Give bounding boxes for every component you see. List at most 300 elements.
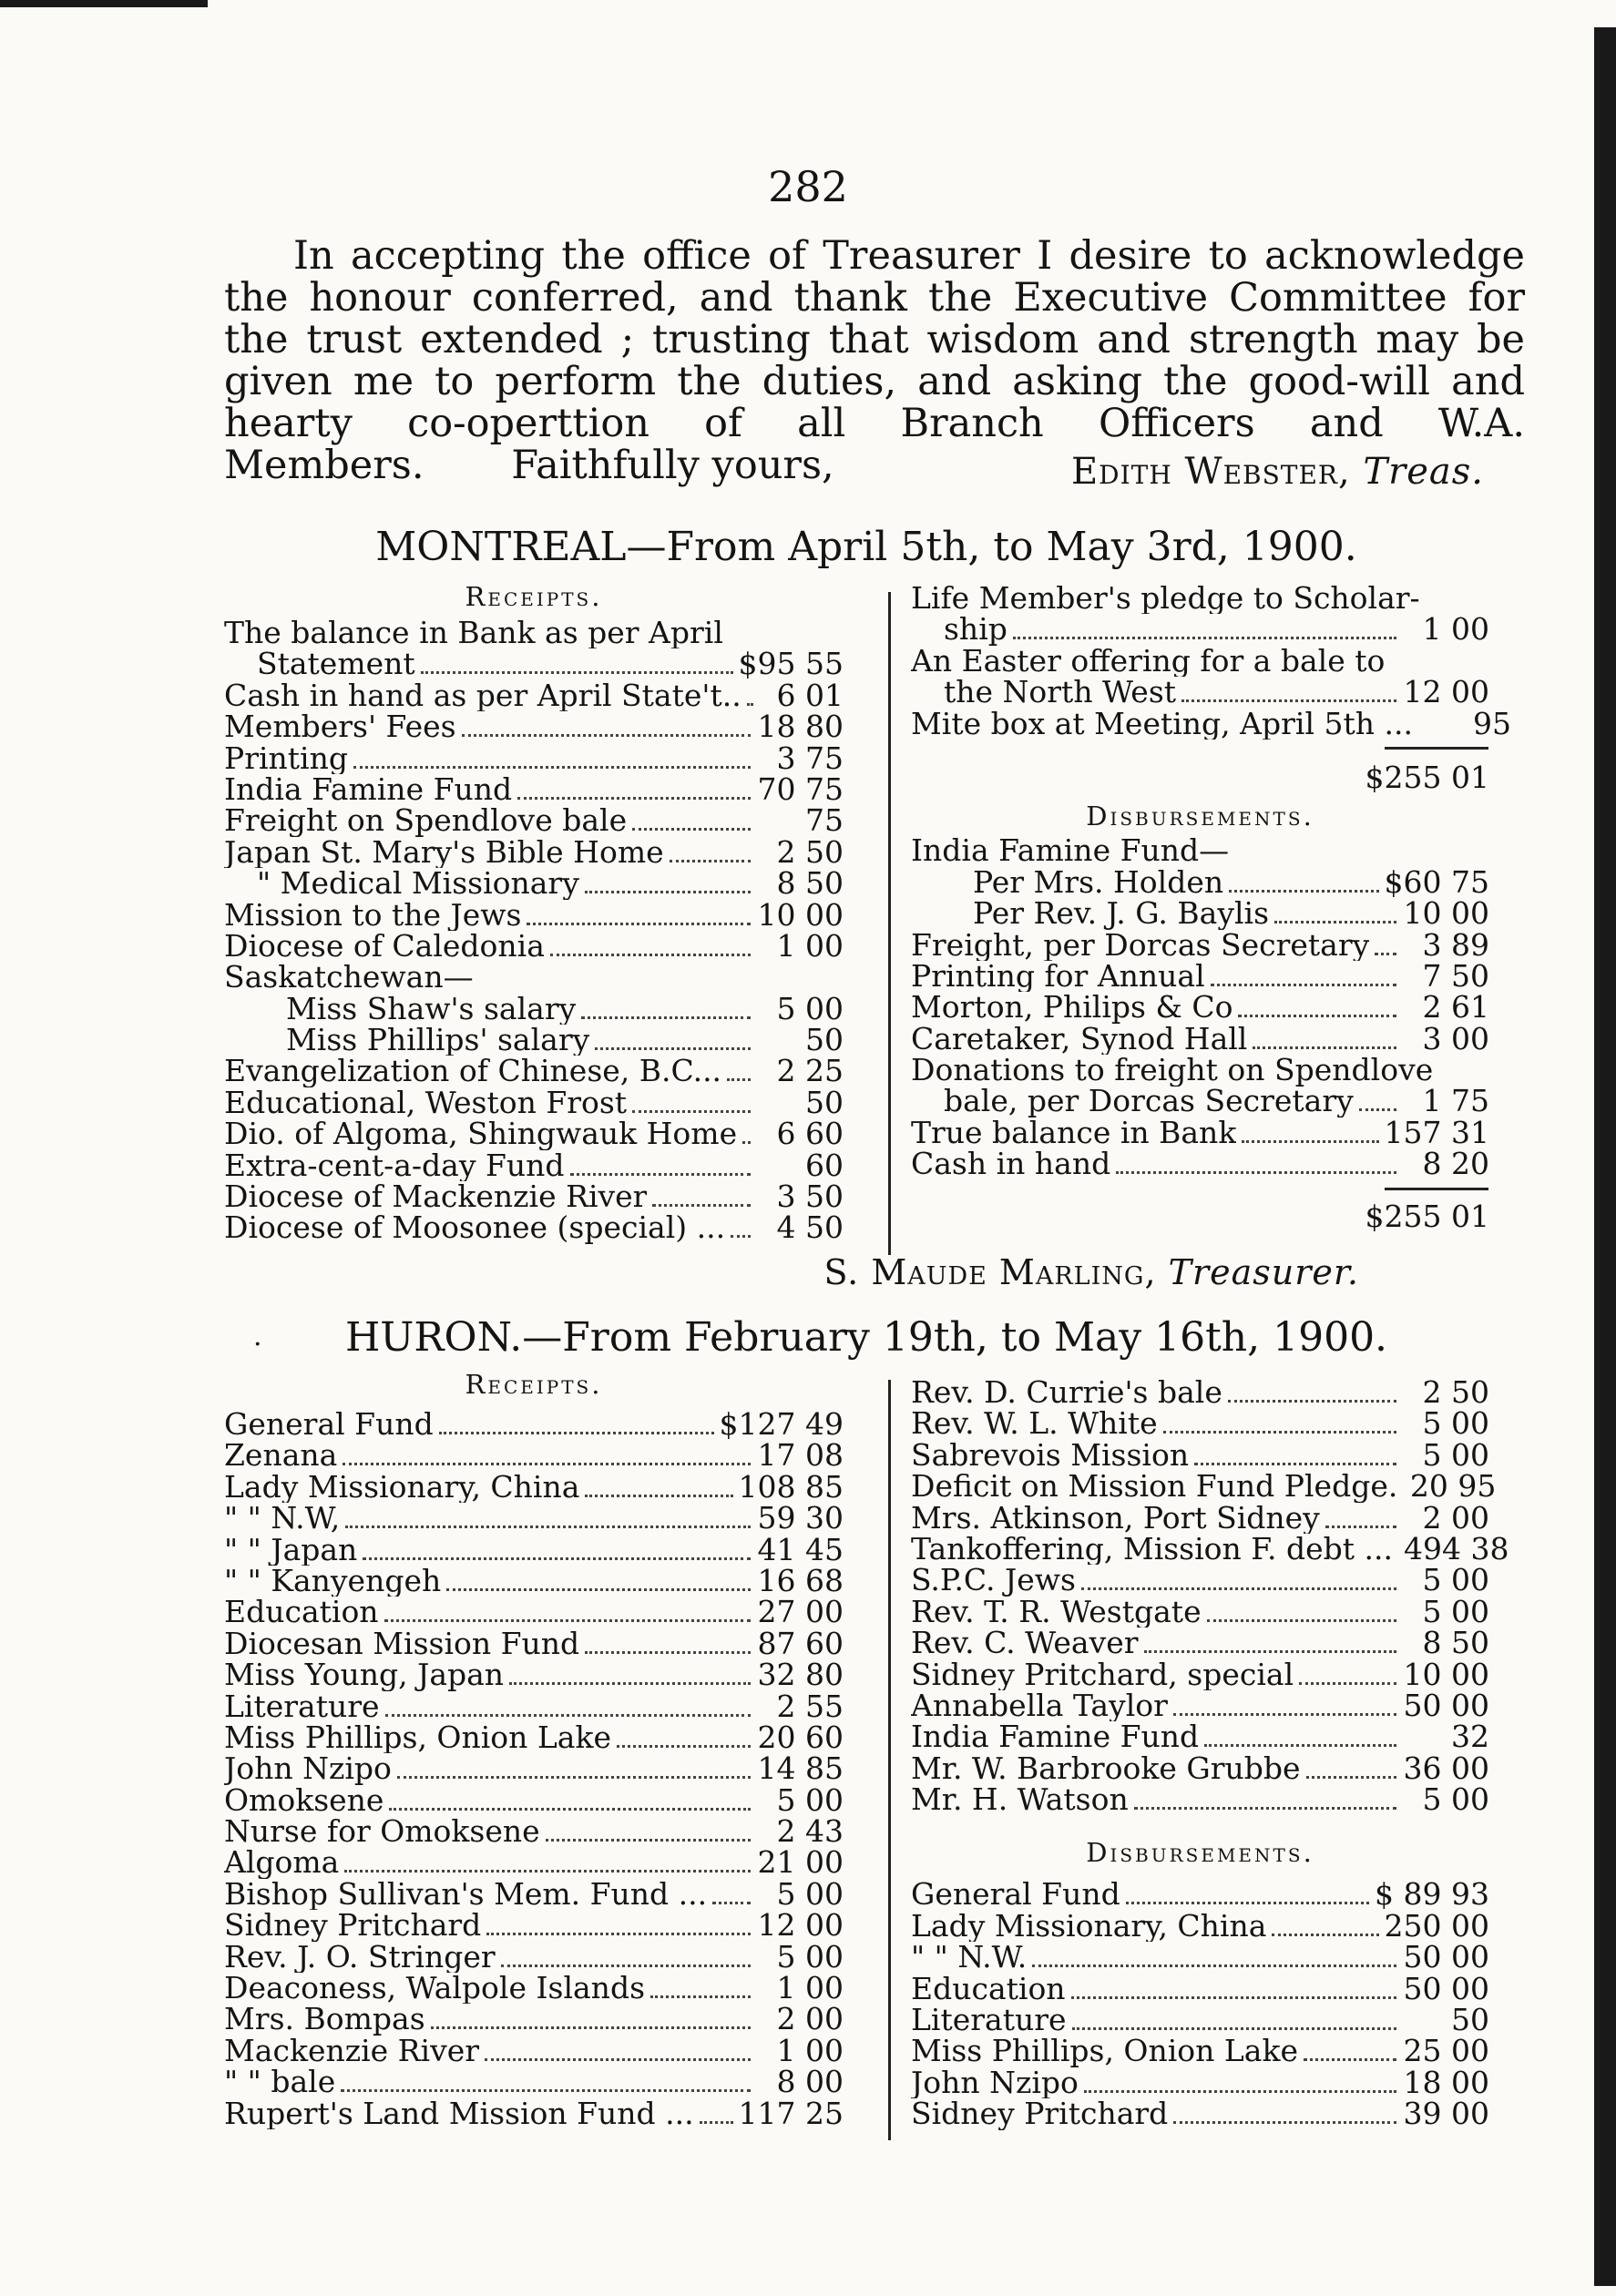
- ledger-amount: 21 00: [757, 1844, 844, 1881]
- ledger-row: [224, 740, 844, 776]
- ledger-label: Sabrevois Mission: [911, 1439, 1190, 1472]
- dot-leader: [1173, 1713, 1396, 1716]
- ledger-label: Algoma: [224, 1847, 340, 1879]
- ledger-row: [224, 1562, 844, 1598]
- dot-leader: [385, 1714, 751, 1717]
- huron-right-column: [911, 1374, 1509, 2132]
- ledger-amount: 1 75: [1422, 1083, 1489, 1119]
- ledger-label: " " Kanyengeh: [224, 1565, 442, 1597]
- signature-name: Edith Webster,: [1070, 451, 1351, 493]
- ledger-label: Diocesan Mission Fund: [224, 1628, 580, 1660]
- ledger-label: Mackenzie River: [224, 2035, 480, 2067]
- ledger-amount: 2 61: [1422, 989, 1489, 1026]
- dot-leader: [1299, 1682, 1396, 1685]
- huron-disbursements-list: [911, 1876, 1489, 2132]
- ledger-amount: 5 00: [1422, 1436, 1489, 1473]
- ledger-label: Morton, Philips & Co: [911, 992, 1233, 1024]
- dot-leader: [363, 1557, 751, 1560]
- ledger-label: Statement: [257, 648, 415, 680]
- ledger-amount: 3 00: [1422, 1020, 1489, 1056]
- ledger-label: Cash in hand: [911, 1148, 1111, 1180]
- dot-leader: [1229, 890, 1378, 893]
- ledger-row: [224, 2032, 844, 2068]
- ledger-row: [911, 1499, 1489, 1536]
- ledger-amount: 8 20: [1422, 1146, 1489, 1182]
- signature-title: Treas.: [1363, 451, 1484, 493]
- dot-leader: [397, 1776, 751, 1779]
- ledger-amount: 494 38: [1404, 1530, 1509, 1566]
- ledger-label: Donations to freight on Spendlove: [911, 1055, 1434, 1087]
- dot-leader: [517, 797, 751, 800]
- ledger-row: [224, 990, 844, 1026]
- dot-leader: [341, 2089, 751, 2092]
- dot-leader: [343, 1463, 751, 1465]
- dot-leader: [632, 828, 751, 831]
- ledger-label: John Nzipo: [224, 1753, 392, 1785]
- dot-leader: [727, 1078, 751, 1081]
- ledger-row: [224, 1406, 844, 1442]
- ledger-amount: 36 00: [1403, 1750, 1489, 1786]
- ledger-label: General Fund: [911, 1879, 1120, 1911]
- ledger-amount: 18 00: [1403, 2064, 1489, 2100]
- dot-leader: [421, 671, 733, 674]
- montreal-heading: MONTREAL—From April 5th, to May 3rd, 1900.: [375, 524, 1357, 570]
- ledger-label: Rupert's Land Mission Fund ...: [224, 2097, 694, 2129]
- dot-leader: [1238, 1015, 1396, 1017]
- ledger-row: [911, 583, 1489, 614]
- dot-leader: [650, 1995, 751, 1998]
- ledger-amount: 25 00: [1403, 2033, 1489, 2069]
- ledger-label: Nurse for Omoksene: [224, 1816, 540, 1848]
- ledger-amount: 10 00: [1403, 1656, 1489, 1692]
- montreal-disbursements-label: Disbursements.: [1086, 801, 1314, 832]
- ledger-label: Members' Fees: [224, 711, 456, 743]
- ledger-label: Freight on Spendlove bale: [224, 805, 628, 837]
- ledger-row: [224, 1594, 844, 1630]
- ledger-amount: 50 00: [1403, 1939, 1489, 1975]
- montreal-column-divider: [888, 592, 891, 1255]
- dot-leader: [1013, 637, 1396, 639]
- ledger-amount: 2 00: [1422, 1499, 1489, 1536]
- ledger-label: Education: [911, 1973, 1066, 2005]
- ledger-row: [911, 1750, 1489, 1786]
- ledger-row: [224, 2095, 844, 2131]
- dot-leader: [431, 2026, 751, 2029]
- ledger-label: General Fund: [224, 1409, 434, 1441]
- ledger-amount: 2 50: [1422, 1374, 1489, 1410]
- ledger-row: [911, 1114, 1489, 1150]
- dot-leader: [700, 2121, 733, 2124]
- dot-leader: [585, 1651, 751, 1654]
- ledger-label: Tankoffering, Mission F. debt ...: [911, 1533, 1394, 1566]
- ledger-row: [224, 770, 844, 807]
- huron-receipts-column: [224, 1369, 844, 2129]
- ledger-amount: $95 55: [738, 646, 844, 682]
- ledger-label: " " N.W,: [224, 1503, 341, 1535]
- ledger-amount: 6 01: [776, 677, 844, 713]
- dot-leader: [1204, 1744, 1396, 1747]
- ledger-row: [224, 1938, 844, 1975]
- ledger-label: India Famine Fund: [224, 773, 513, 806]
- ledger-label: Sidney Pritchard, special: [911, 1658, 1294, 1690]
- ledger-label: S.P.C. Jews: [911, 1565, 1076, 1597]
- dot-leader: [742, 1141, 751, 1144]
- dot-leader: [509, 1682, 751, 1685]
- ledger-label: Diocese of Caledonia: [224, 930, 545, 963]
- dot-leader: [585, 891, 751, 893]
- ledger-row: [911, 863, 1489, 900]
- ledger-row: [224, 1179, 844, 1215]
- ledger-amount: 20 95: [1409, 1468, 1497, 1505]
- ledger-row: [911, 2002, 1489, 2038]
- montreal-disb-total-rule: [1385, 1188, 1488, 1190]
- ledger-row: [911, 1083, 1489, 1119]
- ledger-amount: 5 00: [776, 1781, 844, 1818]
- ledger-label: Rev. W. L. White: [911, 1408, 1158, 1440]
- ledger-row: [224, 1657, 844, 1693]
- ledger-amount: 5 00: [1422, 1781, 1489, 1818]
- ledger-amount: 1 00: [776, 1970, 844, 2006]
- dot-leader: [1181, 699, 1396, 702]
- ledger-amount: 5 00: [1422, 1593, 1489, 1629]
- dot-leader: [712, 1902, 751, 1904]
- ledger-row: [911, 611, 1489, 648]
- ledger-amount: 32: [1451, 1719, 1489, 1755]
- dot-leader: [1084, 2090, 1396, 2093]
- ledger-label: India Famine Fund: [911, 1721, 1200, 1753]
- ledger-label: Miss Shaw's salary: [286, 993, 577, 1026]
- ledger-amount: 6 60: [776, 1116, 844, 1152]
- ledger-amount: 2 00: [776, 2001, 844, 2037]
- intro-text: In accepting the office of Treasurer I desire to acknowledge the honour conferred, and thank the Executive Committee for the trust extended ; trusting that wisdom and strength may be given me to perform the duties, and asking the good-will and hearty co-operttion of all Branch Officers and W.A. Members.: [224, 233, 1525, 488]
- dot-leader: [1325, 1526, 1396, 1528]
- dot-leader: [570, 1173, 751, 1176]
- dot-leader: [632, 1110, 751, 1113]
- dot-leader: [1207, 1619, 1396, 1622]
- huron-receipts-list: [224, 1406, 844, 2131]
- ledger-row: [224, 865, 844, 902]
- ledger-amount: 75: [805, 802, 844, 839]
- ledger-amount: 5 00: [776, 1875, 844, 1912]
- ledger-label: Printing: [224, 742, 348, 774]
- ledger-label: the North West: [944, 677, 1177, 709]
- ledger-row: [911, 1781, 1489, 1818]
- ledger-label: Educational, Weston Frost: [224, 1087, 628, 1119]
- ledger-row: [911, 1530, 1509, 1566]
- montreal-total-rule: [1385, 747, 1488, 750]
- ledger-row: [224, 1625, 844, 1661]
- ledger-row: [911, 1876, 1489, 1913]
- ledger-label: Rev. J. O. Stringer: [224, 1941, 496, 1974]
- ledger-row: [911, 1970, 1489, 2006]
- ledger-amount: 5 00: [776, 1938, 844, 1975]
- intro-paragraph: [224, 235, 1525, 486]
- huron-column-divider: [888, 1380, 891, 2140]
- ledger-row: [911, 2033, 1489, 2069]
- ledger-amount: 39 00: [1403, 2096, 1489, 2132]
- ledger-row: [911, 1687, 1489, 1723]
- ledger-amount: 3 89: [1422, 926, 1489, 963]
- ledger-label: Rev. C. Weaver: [911, 1628, 1139, 1659]
- dot-leader: [1126, 1902, 1369, 1904]
- ledger-label: Life Member's pledge to Scholar-: [911, 583, 1420, 615]
- ledger-row: [911, 1562, 1489, 1598]
- ledger-amount: $127 49: [719, 1406, 844, 1442]
- ledger-label: Lady Missionary, China: [911, 1910, 1267, 1943]
- ledger-row: [224, 1844, 844, 1881]
- ledger-label: Evangelization of Chinese, B.C...: [224, 1056, 722, 1087]
- dot-leader: [384, 1619, 751, 1622]
- ledger-amount: 8 50: [1422, 1625, 1489, 1661]
- ledger-label: Cash in hand as per April State't..: [224, 679, 742, 712]
- ledger-label: ship: [944, 614, 1007, 646]
- dot-leader: [439, 1432, 714, 1434]
- ledger-amount: 12 00: [757, 1907, 844, 1944]
- dot-leader: [1242, 1140, 1378, 1143]
- ledger-label: Mrs. Atkinson, Port Sidney: [911, 1502, 1320, 1534]
- ledger-amount: 50: [1451, 2002, 1489, 2038]
- ledger-amount: 4 50: [776, 1209, 844, 1246]
- dot-leader: [546, 1839, 751, 1842]
- ledger-label: Mrs. Bompas: [224, 2004, 425, 2036]
- ledger-label: Per Rev. J. G. Baylis: [973, 898, 1270, 930]
- ledger-row: [224, 1781, 844, 1818]
- ledger-amount: 3 50: [776, 1179, 844, 1215]
- ledger-row: [911, 1907, 1489, 1944]
- ledger-row: [911, 1055, 1489, 1086]
- ledger-row: [911, 646, 1489, 677]
- ledger-row: [911, 1625, 1489, 1661]
- ledger-label: Deaconess, Walpole Islands: [224, 1973, 645, 2005]
- ledger-row: [911, 895, 1489, 932]
- ledger-label: India Famine Fund—: [911, 835, 1230, 867]
- ledger-label: " " Japan: [224, 1534, 358, 1566]
- ledger-row: [224, 617, 844, 648]
- dot-leader: [1304, 2058, 1396, 2061]
- top-rule: [0, 0, 208, 7]
- ledger-label: Miss Phillips, Onion Lake: [224, 1721, 612, 1754]
- ledger-amount: 2 50: [776, 833, 844, 870]
- ledger-label: True balance in Bank: [911, 1117, 1237, 1149]
- ledger-label: Mr. H. Watson: [911, 1784, 1129, 1816]
- montreal-disbursements-total: $255 01: [1365, 1198, 1489, 1234]
- dot-leader: [344, 1870, 751, 1873]
- ledger-row: [911, 1436, 1489, 1473]
- dot-leader: [1375, 953, 1396, 955]
- ledger-row: [911, 835, 1489, 866]
- ledger-label: " " N.W.: [911, 1942, 1028, 1974]
- ledger-amount: 27 00: [757, 1594, 844, 1630]
- ledger-amount: 10 00: [1403, 895, 1489, 932]
- dot-leader: [1144, 1650, 1396, 1653]
- ledger-row: [224, 1209, 844, 1246]
- ledger-label: Miss Phillips' salary: [286, 1025, 590, 1056]
- ledger-row: [224, 896, 844, 933]
- ledger-label: Mission to the Jews: [224, 899, 522, 931]
- ledger-label: Lady Missionary, China: [224, 1471, 580, 1504]
- ledger-row: [224, 709, 844, 745]
- ledger-row: [911, 957, 1489, 994]
- dot-leader: [1306, 1776, 1396, 1779]
- stray-dot: .: [253, 1321, 262, 1352]
- ledger-label: Printing for Annual: [911, 960, 1205, 993]
- dot-leader: [1072, 2027, 1396, 2030]
- dot-leader: [581, 1016, 751, 1019]
- dot-leader: [670, 860, 751, 862]
- ledger-row: [224, 677, 844, 713]
- ledger-amount: $ 89 93: [1375, 1876, 1489, 1913]
- ledger-label: Mite box at Meeting, April 5th ...: [911, 708, 1413, 740]
- page-number: 282: [768, 162, 848, 211]
- ledger-amount: 3 75: [776, 740, 844, 776]
- page-edge-shadow: [1594, 27, 1616, 2286]
- ledger-row: [224, 1147, 844, 1183]
- dot-leader: [486, 1933, 751, 1935]
- dot-leader: [1253, 1046, 1396, 1049]
- ledger-row: [911, 926, 1489, 963]
- ledger-row: [911, 1405, 1489, 1442]
- ledger-row: [911, 1146, 1489, 1182]
- ledger-row: [911, 2096, 1489, 2132]
- montreal-treasurer-name: S. Maude Marling,: [823, 1252, 1157, 1292]
- dot-leader: [617, 1745, 751, 1748]
- montreal-receipts-total: $255 01: [1365, 759, 1489, 795]
- ledger-amount: 108 85: [738, 1468, 844, 1505]
- montreal-right-receipts-list: [911, 583, 1511, 741]
- ledger-label: Sidney Pritchard: [911, 2098, 1169, 2130]
- ledger-amount: 2 55: [776, 1688, 844, 1724]
- dot-leader: [527, 923, 751, 925]
- ledger-row: [911, 1374, 1489, 1410]
- dot-leader: [1134, 1807, 1396, 1810]
- ledger-amount: 1 00: [1422, 611, 1489, 648]
- ledger-label: Literature: [911, 2005, 1067, 2036]
- ledger-row: [224, 1022, 844, 1058]
- ledger-label: Japan St. Mary's Bible Home: [224, 836, 664, 869]
- ledger-amount: 8 00: [776, 2064, 844, 2100]
- ledger-amount: 16 68: [757, 1562, 844, 1598]
- ledger-amount: 87 60: [757, 1625, 844, 1661]
- dot-leader: [1274, 921, 1396, 924]
- montreal-receipts-list: [224, 617, 844, 1244]
- ledger-label: Diocese of Mackenzie River: [224, 1181, 648, 1213]
- ledger-amount: 157 31: [1384, 1114, 1489, 1150]
- ledger-label: " " bale: [224, 2066, 336, 2098]
- ledger-amount: 41 45: [757, 1531, 844, 1567]
- ledger-amount: 1 00: [776, 927, 844, 964]
- ledger-amount: 95: [1472, 705, 1511, 741]
- ledger-row: [911, 989, 1489, 1026]
- dot-leader: [485, 2058, 751, 2061]
- ledger-row: [224, 1084, 844, 1120]
- ledger-row: [911, 1468, 1497, 1505]
- montreal-disbursements-list: [911, 835, 1489, 1182]
- ledger-label: Bishop Sullivan's Mem. Fund ...: [224, 1878, 708, 1911]
- dot-leader: [1359, 1108, 1396, 1111]
- ledger-label: Extra-cent-a-day Fund: [224, 1149, 565, 1182]
- montreal-treasurer-title: Treasurer.: [1168, 1252, 1359, 1292]
- ledger-amount: 59 30: [757, 1500, 844, 1536]
- ledger-label: Rev. D. Currie's bale: [911, 1377, 1222, 1409]
- ledger-row: [224, 833, 844, 870]
- ledger-row: [224, 1468, 844, 1505]
- montreal-right-column: [911, 583, 1511, 1234]
- ledger-row: [911, 1939, 1489, 1975]
- dot-leader: [1194, 1463, 1396, 1465]
- ledger-amount: 2 43: [776, 1813, 844, 1850]
- signature: [1071, 451, 1484, 493]
- ledger-row: [224, 1750, 844, 1787]
- intro-closing: Faithfully yours,: [511, 443, 834, 488]
- ledger-amount: 10 00: [757, 896, 844, 933]
- ledger-label: Education: [224, 1597, 379, 1628]
- ledger-amount: $60 75: [1384, 863, 1489, 900]
- ledger-row: [911, 2064, 1489, 2100]
- ledger-amount: 50 00: [1403, 1970, 1489, 2006]
- ledger-row: [224, 1531, 844, 1567]
- ledger-label: Diocese of Moosonee (special) ...: [224, 1212, 726, 1244]
- ledger-row: [224, 1437, 844, 1474]
- dot-leader: [1071, 1996, 1396, 1999]
- ledger-amount: 32 80: [757, 1657, 844, 1693]
- ledger-label: Deficit on Mission Fund Pledge.: [911, 1471, 1398, 1503]
- ledger-row: [224, 1500, 844, 1536]
- ledger-row: [224, 962, 844, 993]
- ledger-row: [224, 646, 844, 682]
- dot-leader: [1211, 984, 1396, 986]
- ledger-label: Per Mrs. Holden: [973, 866, 1224, 899]
- dot-leader: [731, 1235, 751, 1238]
- ledger-label: The balance in Bank as per April: [224, 617, 723, 649]
- ledger-label: Caretaker, Synod Hall: [911, 1023, 1248, 1056]
- montreal-receipts-column: [224, 581, 844, 1244]
- ledger-row: [224, 2001, 844, 2037]
- dot-leader: [595, 1047, 751, 1050]
- ledger-amount: 2 25: [776, 1053, 844, 1089]
- ledger-label: John Nzipo: [911, 2066, 1079, 2099]
- ledger-row: [911, 1656, 1489, 1692]
- ledger-label: Literature: [224, 1690, 380, 1722]
- montreal-receipts-label: Receipts.: [465, 581, 603, 612]
- huron-disbursements-label: Disbursements.: [1086, 1837, 1314, 1869]
- dot-leader: [652, 1204, 751, 1207]
- dot-leader: [1081, 1587, 1396, 1590]
- ledger-row: [224, 1970, 844, 2006]
- ledger-amount: 8 50: [776, 865, 844, 902]
- dot-leader: [389, 1808, 751, 1811]
- huron-right-receipts-list: [911, 1374, 1509, 1818]
- ledger-label: Sidney Pritchard: [224, 1910, 482, 1942]
- ledger-amount: 20 60: [757, 1719, 844, 1755]
- dot-leader: [345, 1526, 751, 1528]
- ledger-row: [224, 1688, 844, 1724]
- ledger-row: [911, 1719, 1489, 1755]
- ledger-label: Zenana: [224, 1440, 338, 1472]
- ledger-amount: 5 00: [1422, 1405, 1489, 1442]
- ledger-label: Miss Phillips, Onion Lake: [911, 2036, 1299, 2067]
- ledger-row: [224, 927, 844, 964]
- ledger-amount: 250 00: [1384, 1907, 1489, 1944]
- ledger-amount: 50 00: [1403, 1687, 1489, 1723]
- huron-receipts-label: Receipts.: [465, 1369, 603, 1400]
- ledger-row: [224, 1907, 844, 1944]
- ledger-label: " Medical Missionary: [257, 868, 579, 900]
- dot-leader: [353, 766, 751, 769]
- ledger-label: Saskatchewan—: [224, 962, 474, 994]
- ledger-amount: 5 00: [776, 990, 844, 1026]
- dot-leader: [1173, 2121, 1396, 2124]
- dot-leader: [1272, 1934, 1378, 1936]
